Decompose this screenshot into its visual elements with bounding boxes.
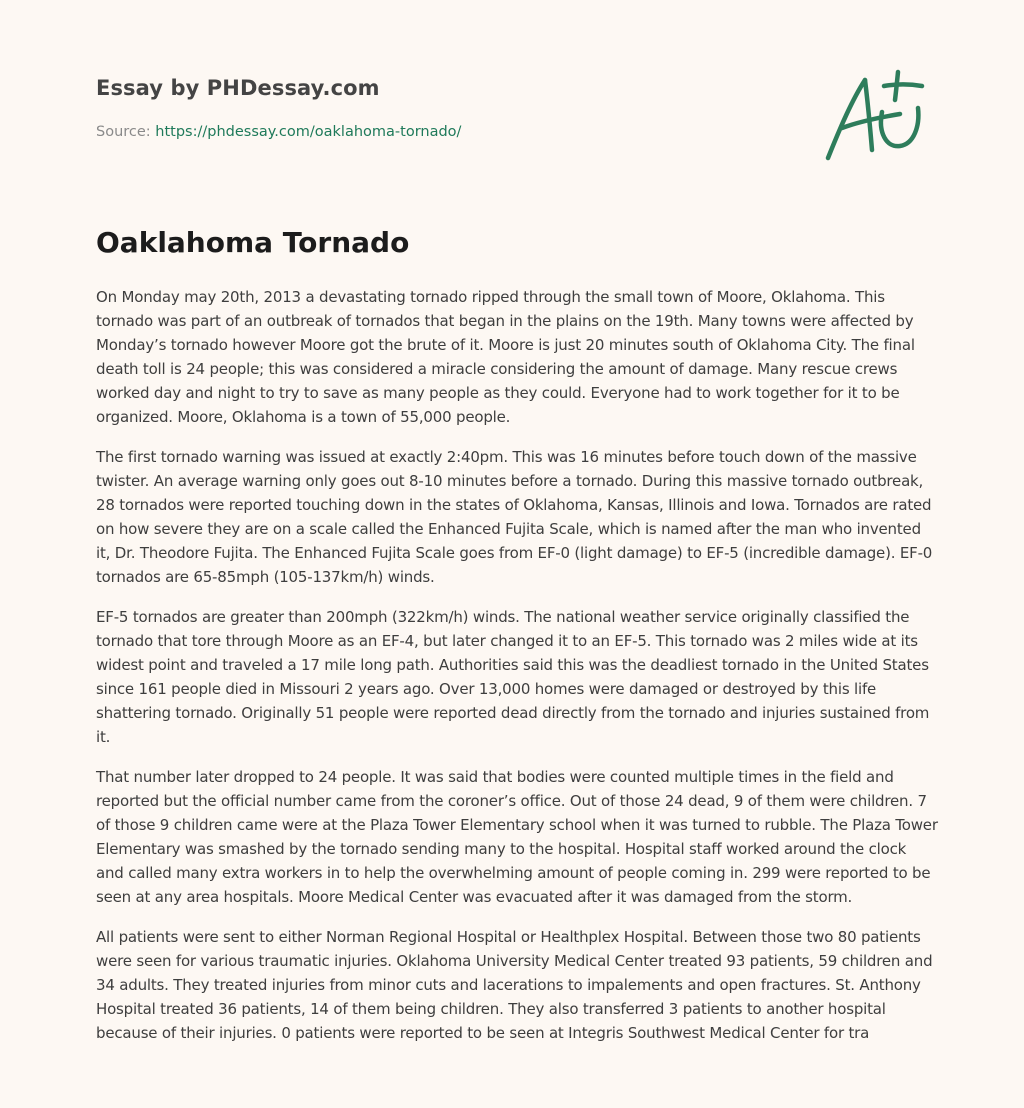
essay-paragraph: EF-5 tornados are greater than 200mph (322km/h) winds. The national weather service originally classified the tornado that tore through Moore as an EF-4, but later changed it to an EF-5. This tornado was 2 miles wide at its widest point and traveled a 17 mile long path. Authorities said this was the deadliest tornado in the United States since 161 people died in Missouri 2 years ago. Over 13,000 homes were damaged or destroyed by this life shattering tornado. Originally 51 people were reported dead directly from the tornado and injuries sustained from it. [96,608,930,746]
essay-paragraph: The first tornado warning was issued at exactly 2:40pm. This was 16 minutes before touch down of the massive twister. An average warning only goes out 8-10 minutes before a tornado. During this massive tornado outbreak, 28 tornados were reported touching down in the states of Oklahoma, Kansas, Illinois and Iowa. Tornados are rated on how severe they are on a scale called the Enhanced Fujita Scale, which is named after the man who invented it, Dr. Theodore Fujita. The Enhanced Fujita Scale goes from EF-0 (light damage) to EF-5 (incredible damage). EF-0 tornados are 65-85mph (105-137km/h) winds. [96,448,933,586]
a-plus-logo-icon [818,66,930,166]
source-label: Source: [96,124,151,140]
essay-title: Oaklahoma Tornado [96,226,410,259]
site-brand: Essay by PHDessay.com [96,76,380,100]
essay-paragraph: All patients were sent to either Norman Regional Hospital or Healthplex Hospital. Between those two 80 patients were seen for various traumatic injuries. Oklahoma University Medical Center treated 93 patients, 59 children and 34 adults. They treated injuries from minor cuts and lacerations to impalements and open fractures. St. Anthony Hospital treated 36 patients, 14 of them being children. They also transferred 3 patients to another hospital because of their injuries. 0 patients were reported to be seen at Integris Southwest Medical Center for tra [96,928,933,1042]
source-line [96,124,461,140]
source-link[interactable]: https://phdessay.com/oaklahoma-tornado/ [155,124,462,140]
essay-paragraph: On Monday may 20th, 2013 a devastating tornado ripped through the small town of Moore, Oklahoma. This tornado was part of an outbreak of tornados that began in the plains on the 19th. Many towns were affected by Monday’s tornado however Moore got the brute of it. Moore is just 20 minutes south of Oklahoma City. The final death toll is 24 people; this was considered a miracle considering the amount of damage. Many rescue crews worked day and night to try to save as many people as they could. Everyone had to work together for it to be organized. Moore, Oklahoma is a town of 55,000 people. [96,288,915,426]
essay-paragraph: That number later dropped to 24 people. It was said that bodies were counted multiple times in the field and reported but the official number came from the coroner’s office. Out of those 24 dead, 9 of them were children. 7 of those 9 children came were at the Plaza Tower Elementary school when it was turned to rubble. The Plaza Tower Elementary was smashed by the tornado sending many to the hospital. Hospital staff worked around the clock and called many extra workers in to help the overwhelming amount of people coming in. 299 were reported to be seen at any area hospitals. Moore Medical Center was evacuated after it was damaged from the storm. [96,768,938,906]
essay-body [96,285,938,1061]
